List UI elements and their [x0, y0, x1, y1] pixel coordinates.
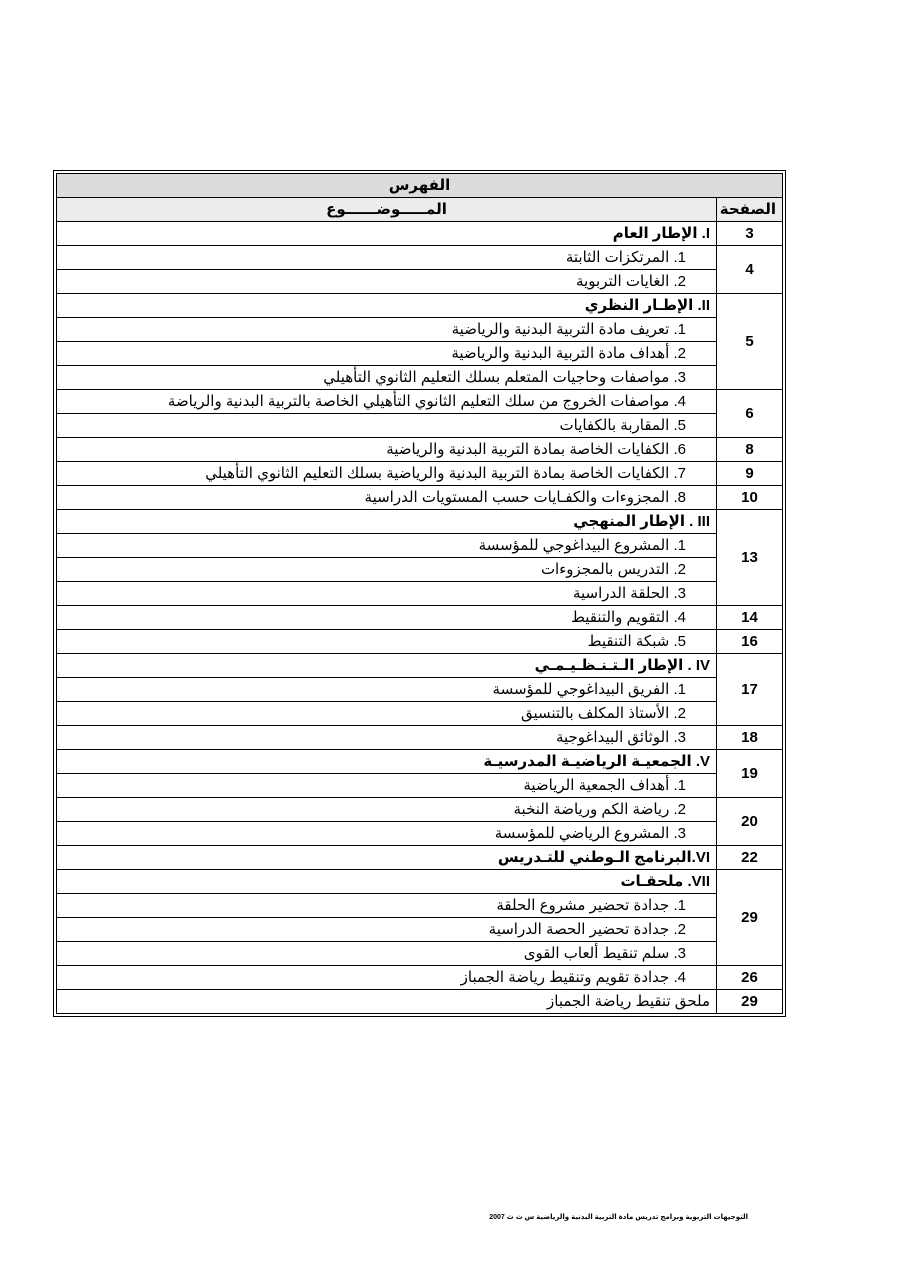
page-number: 16	[717, 630, 783, 654]
toc-row	[57, 654, 783, 678]
toc-entry-text: 7. الكفايات الخاصة بمادة التربية البدنية والرياضية بسلك التعليم الثانوي التأهيلي	[205, 465, 686, 482]
toc-entry-text: 2. رياضة الكم ورياضة النخبة	[513, 801, 686, 818]
toc-row	[57, 630, 783, 654]
toc-entry-text: 3. مواصفات وحاجيات المتعلم بسلك التعليم الثانوي التأهيلي	[323, 369, 686, 386]
toc-row	[57, 702, 783, 726]
toc-entry-text: 4. مواصفات الخروج من سلك التعليم الثانوي التأهيلي الخاصة بالتربية البدنية والرياضة	[167, 393, 686, 410]
toc-row	[57, 270, 783, 294]
toc-entry	[57, 918, 717, 942]
toc-row	[57, 438, 783, 462]
section-heading-text: II. الإطـار النظري	[584, 297, 710, 314]
toc-row	[57, 942, 783, 966]
toc-row	[57, 966, 783, 990]
toc-entry-text: 2. جدادة تحضير الحصة الدراسية	[488, 921, 686, 938]
toc-entry-text: 3. المشروع الرياضي للمؤسسة	[494, 825, 686, 842]
page-number: 9	[717, 462, 783, 486]
section-heading-text: I. الإطار العام	[612, 225, 710, 242]
toc-entry	[57, 414, 717, 438]
section-heading	[57, 222, 717, 246]
toc-entry	[57, 462, 717, 486]
toc-row	[57, 414, 783, 438]
section-heading	[57, 870, 717, 894]
section-heading-text: V. الجمعيـة الرياضيـة المدرسيـة	[483, 753, 710, 770]
toc-row	[57, 870, 783, 894]
toc-entry-text: 1. المشروع البيداغوجي للمؤسسة	[478, 537, 686, 554]
toc-entry	[57, 630, 717, 654]
toc-entry	[57, 942, 717, 966]
section-heading	[57, 750, 717, 774]
toc-row	[57, 894, 783, 918]
toc-entry	[57, 366, 717, 390]
toc-entry-text: 1. المرتكزات الثابتة	[565, 249, 686, 266]
page-footer: التوجيهات التربوية وبرامج تدريس مادة التربية البدنية والرياضية س ث ث 2007	[489, 1214, 748, 1221]
toc-entry	[57, 774, 717, 798]
toc-row	[57, 366, 783, 390]
toc-entry-appendix: ملحق تنقيط رياضة الجمباز	[57, 990, 717, 1014]
toc-entry	[57, 798, 717, 822]
toc-row	[57, 294, 783, 318]
page-number: 29	[717, 870, 783, 966]
toc-entry-text: 2. التدريس بالمجزوءات	[540, 561, 686, 578]
toc-entry	[57, 966, 717, 990]
toc-entry-text: 4. جدادة تقويم وتنقيط رياضة الجمباز	[460, 969, 686, 986]
toc-entry-text: 1. جدادة تحضير مشروع الحلقة	[496, 897, 686, 914]
page-number: 17	[717, 654, 783, 726]
toc-row	[57, 918, 783, 942]
toc-entry-text: 8. المجزوءات والكفـايات حسب المستويات الدراسية	[364, 489, 686, 506]
toc-entry	[57, 390, 717, 414]
toc-header-row	[57, 198, 783, 222]
toc-entry	[57, 558, 717, 582]
topic-column-header: المـــــوضــــــوع	[57, 198, 717, 222]
toc-title-row	[57, 174, 783, 198]
toc-entry-text: 6. الكفايات الخاصة بمادة التربية البدنية والرياضية	[386, 441, 686, 458]
toc-title: الفهرس	[57, 174, 783, 198]
page-number: 10	[717, 486, 783, 510]
toc-row	[57, 510, 783, 534]
page-number: 18	[717, 726, 783, 750]
table-of-contents	[53, 170, 786, 1017]
section-heading-text: III . الإطار المنهجي	[573, 513, 710, 530]
toc-row	[57, 846, 783, 870]
page-number: 14	[717, 606, 783, 630]
toc-row	[57, 462, 783, 486]
page-number: 6	[717, 390, 783, 438]
toc-row	[57, 222, 783, 246]
toc-entry	[57, 606, 717, 630]
page-number: 13	[717, 510, 783, 606]
section-heading-text: IV . الإطار الـتـنـظـيـمـي	[534, 657, 710, 674]
page-number: 22	[717, 846, 783, 870]
toc-row	[57, 678, 783, 702]
toc-entry	[57, 438, 717, 462]
toc-entry	[57, 270, 717, 294]
page-number: 20	[717, 798, 783, 846]
page-number: 4	[717, 246, 783, 294]
page-number: 8	[717, 438, 783, 462]
toc-entry	[57, 702, 717, 726]
toc-entry-text: 2. الغايات التربوية	[576, 273, 686, 290]
section-heading-text: VI.البرنامج الـوطني للتـدريس	[497, 849, 710, 866]
toc-entry	[57, 822, 717, 846]
toc-entry	[57, 486, 717, 510]
toc-row	[57, 246, 783, 270]
toc-entry	[57, 534, 717, 558]
toc-row	[57, 582, 783, 606]
toc-entry-text: 1. أهداف الجمعية الرياضية	[523, 777, 686, 794]
toc-entry	[57, 678, 717, 702]
toc-entry	[57, 246, 717, 270]
toc-row	[57, 558, 783, 582]
page-number: 29	[717, 990, 783, 1014]
section-heading	[57, 294, 717, 318]
toc-row	[57, 990, 783, 1014]
section-heading	[57, 846, 717, 870]
toc-entry-text: 3. سلم تنقيط ألعاب القوى	[523, 945, 686, 962]
toc-row	[57, 774, 783, 798]
toc-entry-text: 1. الفريق البيداغوجي للمؤسسة	[492, 681, 686, 698]
toc-row	[57, 750, 783, 774]
toc-entry-text: 3. الوثائق البيداغوجية	[555, 729, 686, 746]
toc-entry-text: 3. الحلقة الدراسية	[572, 585, 686, 602]
toc-row	[57, 606, 783, 630]
toc-entry-text: 5. شبكة التنقيط	[587, 633, 686, 650]
toc-entry-text: 5. المقاربة بالكفايات	[559, 417, 686, 434]
toc-entry	[57, 726, 717, 750]
toc-row	[57, 390, 783, 414]
toc-row	[57, 822, 783, 846]
toc-row	[57, 798, 783, 822]
toc-entry-text: 1. تعريف مادة التربية البدنية والرياضية	[451, 321, 686, 338]
page-number: 3	[717, 222, 783, 246]
toc-table	[56, 173, 783, 1014]
page-column-header: الصفحة	[717, 198, 783, 222]
page-number: 26	[717, 966, 783, 990]
page-number: 5	[717, 294, 783, 390]
toc-entry-text: 2. أهداف مادة التربية البدنية والرياضية	[451, 345, 686, 362]
section-heading	[57, 510, 717, 534]
toc-entry-text: 2. الأستاذ المكلف بالتنسيق	[520, 705, 686, 722]
section-heading	[57, 654, 717, 678]
toc-entry	[57, 318, 717, 342]
toc-row	[57, 318, 783, 342]
toc-row	[57, 342, 783, 366]
toc-entry	[57, 342, 717, 366]
toc-row	[57, 726, 783, 750]
section-heading-text: VII. ملحقـات	[620, 873, 710, 890]
toc-entry-text: 4. التقويم والتنقيط	[571, 609, 686, 626]
toc-row	[57, 486, 783, 510]
page-number: 19	[717, 750, 783, 798]
toc-row	[57, 534, 783, 558]
toc-entry	[57, 582, 717, 606]
toc-entry	[57, 894, 717, 918]
